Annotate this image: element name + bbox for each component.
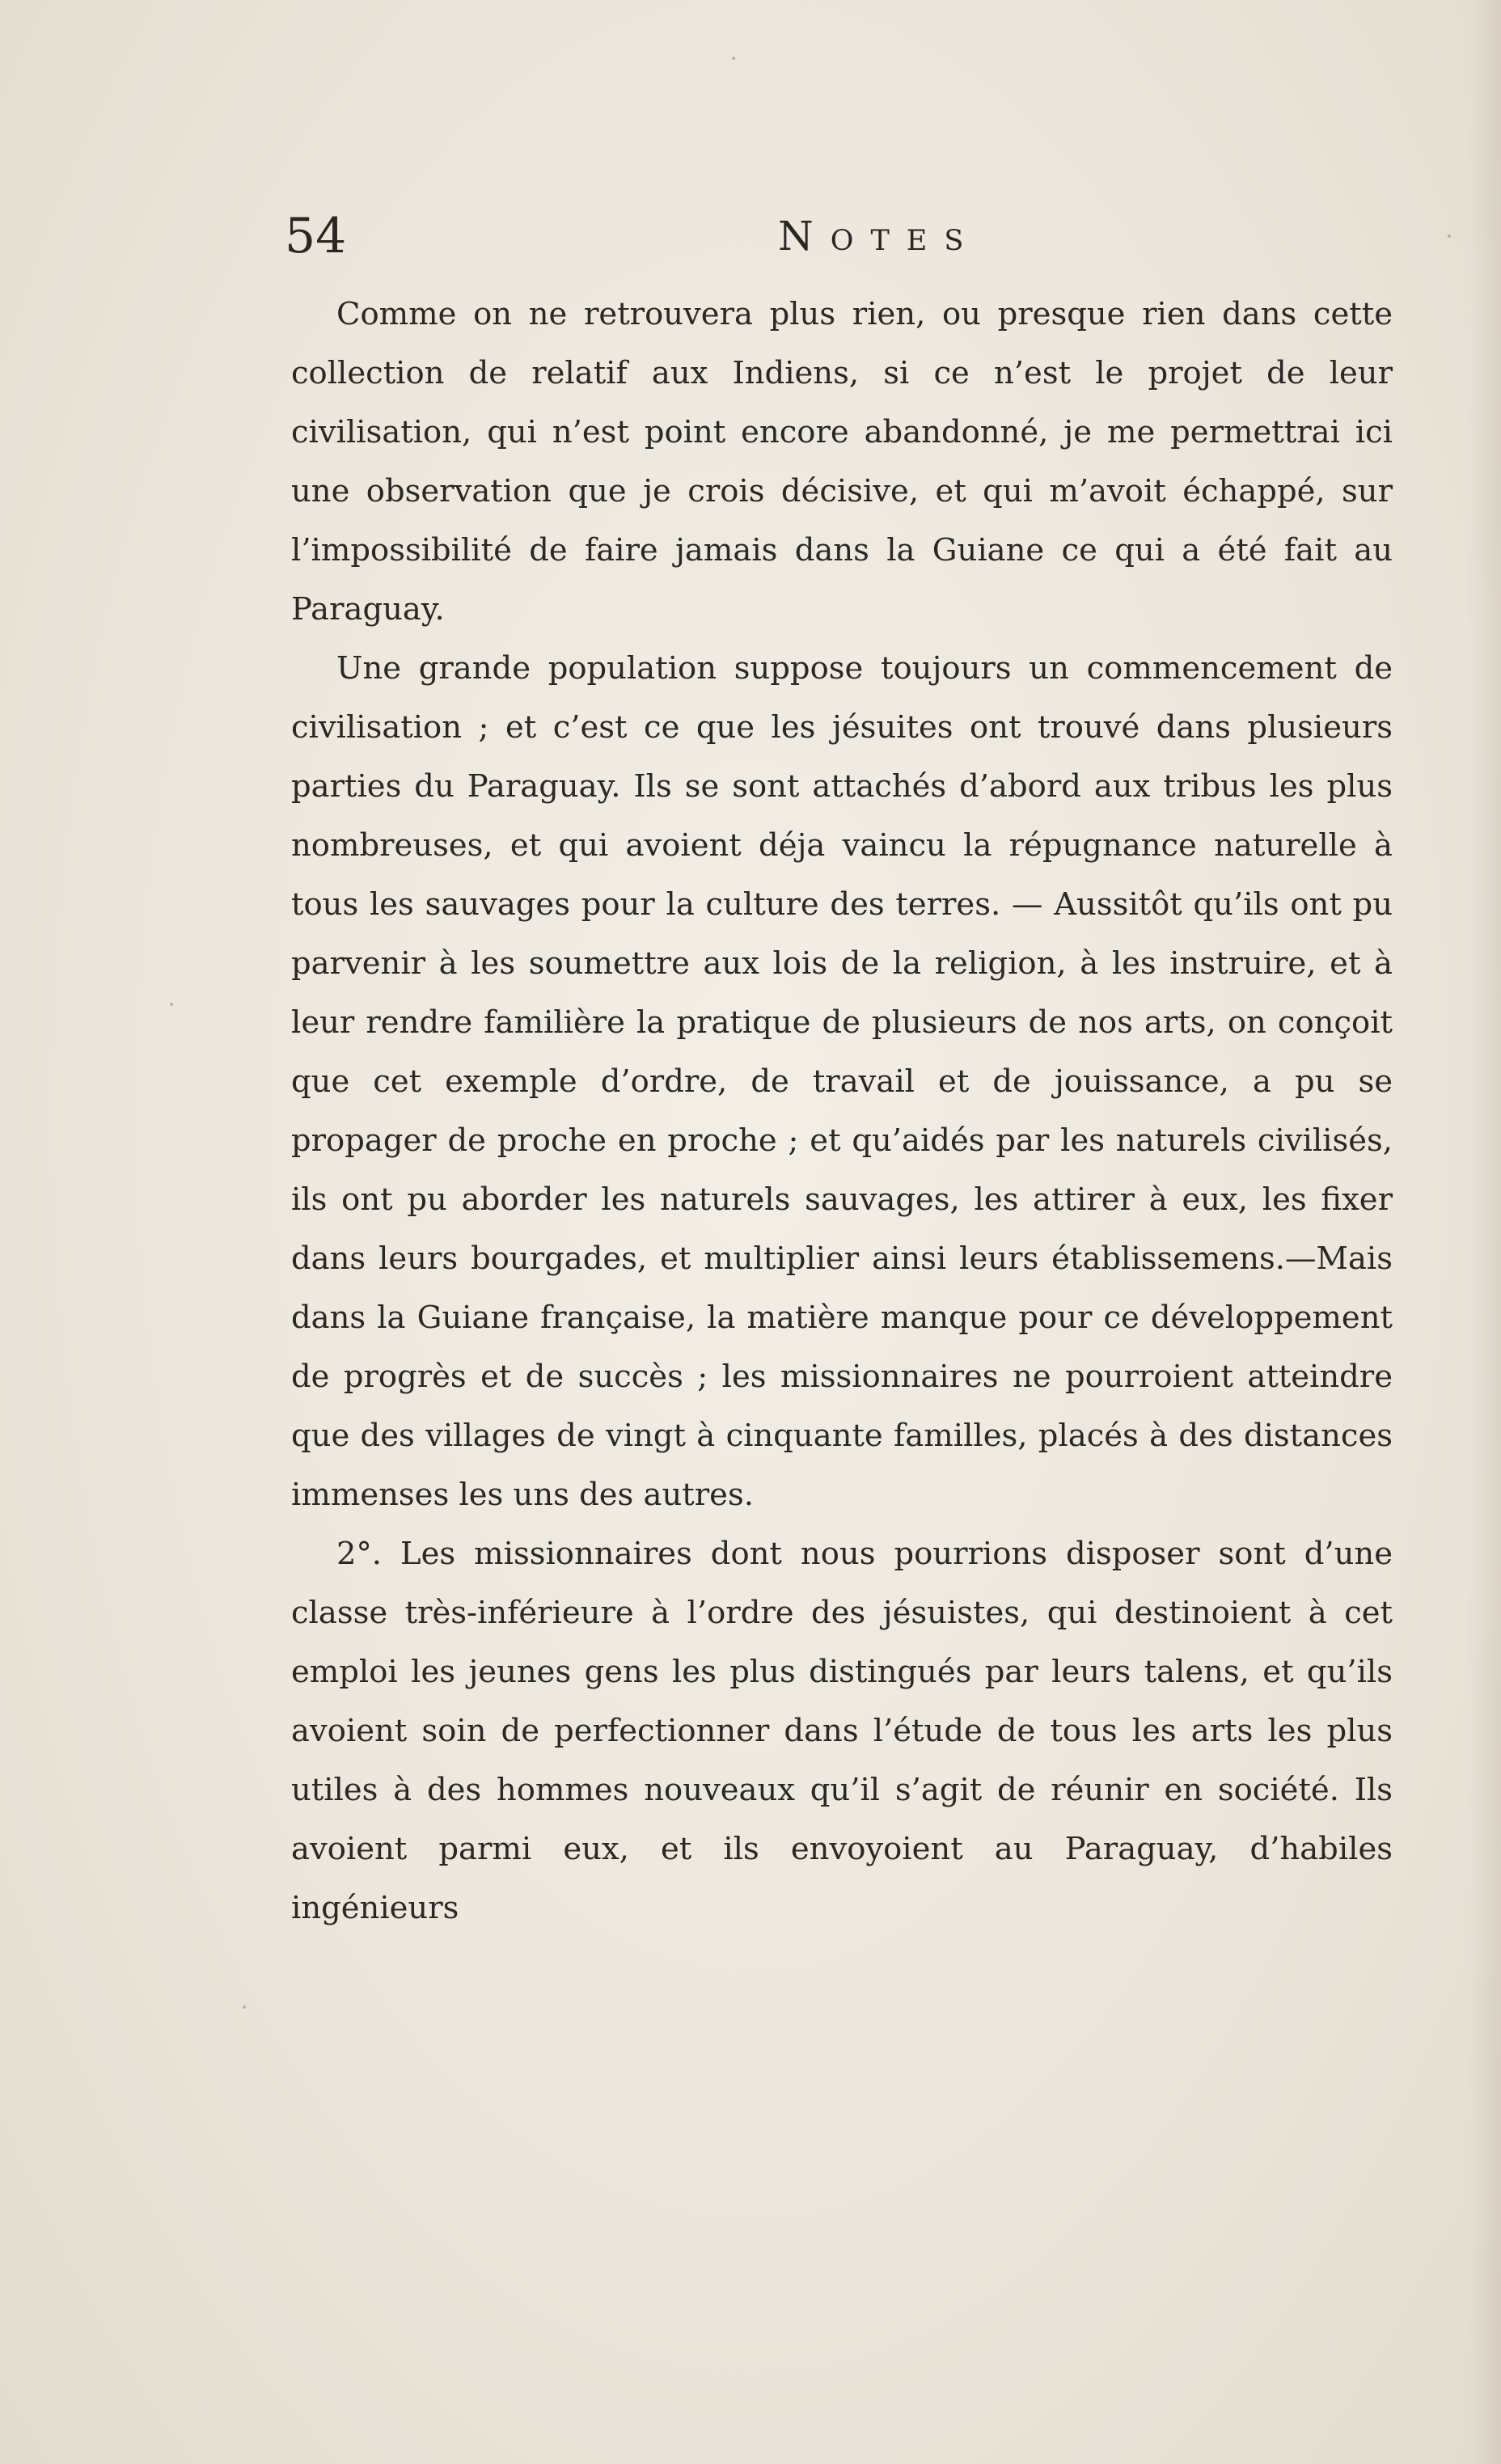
paper-speck xyxy=(243,2005,246,2009)
paragraph: Une grande population suppose toujours un commencement de civilisation ; et c’est ce que les jésuites ont trouvé dans plusieurs parties du Paraguay. Ils se sont attachés d’abord aux tribus les plus nombreuses, et qui avoient déja vaincu la répugnance naturelle à tous les sauvages pour la culture des terres. — Aussitôt qu’ils ont pu parvenir à les soumettre aux lois de la religion, à les instruire, et à leur rendre familière la pratique de plusieurs de nos arts, on conçoit que cet exemple d’ordre, de travail et de jouissance, a pu se propager de proche en proche ; et qu’aidés par les naturels civilisés, ils ont pu aborder les naturels sauvages, les attirer à eux, les fixer dans leurs bourgades, et multiplier ainsi leurs établissemens.—Mais dans la Guiane française, la matière manque pour ce développement de progrès et de succès ; les missionnaires ne pourroient atteindre que des villages de vingt à cinquante familles, placés à des distances immenses les uns des autres. xyxy=(291,650,1393,1513)
page-header xyxy=(285,204,1394,268)
paper-speck xyxy=(732,57,735,60)
page-number: 54 xyxy=(285,208,347,264)
page-edge-shadow xyxy=(1469,0,1501,2464)
paragraph: 2°. Les missionnaires dont nous pourrions disposer sont d’une classe très-inférieure à l’ordre des jésuistes, qui destinoient à cet emploi les jeunes gens les plus distingués par leurs talens, et qu’ils avoient soin de perfectionner dans l’étude de tous les arts les plus utiles à des hommes nouveaux qu’il s’agit de réunir en société. Ils avoient parmi eux, et ils envoyoient au Paraguay, d’habiles ingénieurs xyxy=(291,1536,1393,1926)
body-text xyxy=(291,285,1393,1938)
paper-speck xyxy=(1448,235,1451,238)
paper-speck xyxy=(170,1003,173,1006)
running-title: Notes xyxy=(778,213,981,260)
paragraph: Comme on ne retrouvera plus rien, ou presque rien dans cette collection de relatif aux Indiens, si ce n’est le projet de leur civilisation, qui n’est point encore abandonné, je me permettrai ici une observation que je crois décisive, et qui m’avoit échappé, sur l’impossibilité de faire jamais dans la Guiane ce qui a été fait au Paraguay. xyxy=(291,296,1393,628)
